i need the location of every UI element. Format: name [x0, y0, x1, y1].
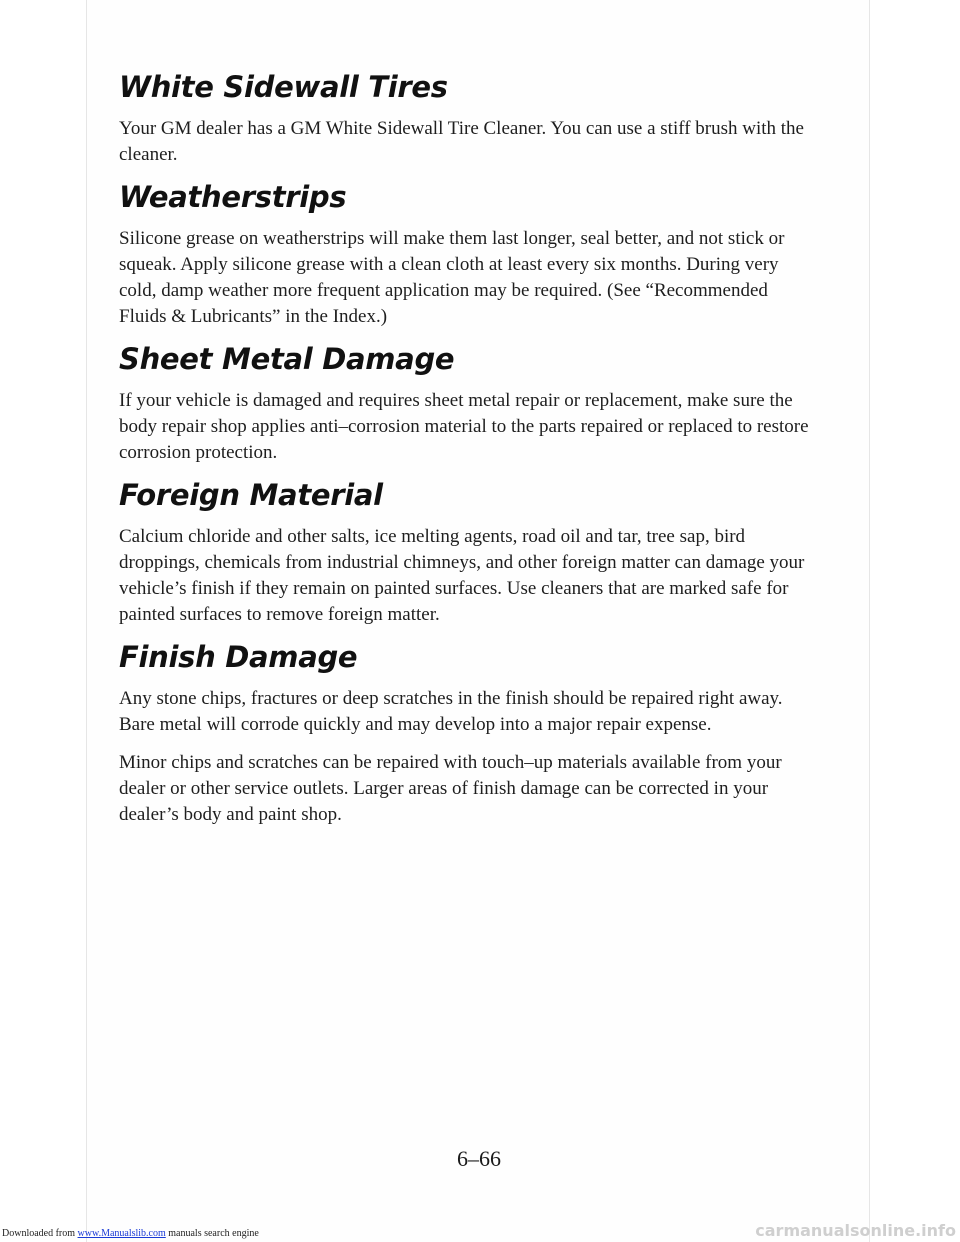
watermark: carmanualsonline.info [755, 1221, 956, 1240]
section-foreign-material [119, 478, 819, 628]
section-finish-damage [119, 640, 819, 828]
footer-suffix: manuals search engine [165, 1228, 259, 1239]
manual-page [86, 0, 870, 1242]
paragraph: Calcium chloride and other salts, ice melting agents, road oil and tar, tree sap, bird droppings, chemicals from industrial chimneys, and other foreign matter can damage your vehicle’s finish if they remain on painted surfaces. Use cleaners that are marked safe for painted surfaces to remove foreign matter. [119, 526, 805, 625]
section-weatherstrips [119, 180, 819, 330]
page-number: 6–66 [457, 1146, 501, 1171]
paragraph: Minor chips and scratches can be repaired with touch–up materials available from your dealer or other service outlets. Larger areas of finish damage can be corrected in your dealer’s body and paint shop. [119, 752, 782, 825]
heading-foreign-material: Foreign Material [119, 478, 383, 512]
download-footer [2, 1228, 259, 1239]
page-content [119, 70, 819, 840]
paragraph: Silicone grease on weatherstrips will make them last longer, seal better, and not stick or squeak. Apply silicone grease with a clean cloth at least every six months. During very cold, damp weather more frequent application may be required. (See “Recommended Fluids & Lubricants” in the Index.) [119, 228, 785, 327]
section-white-sidewall-tires [119, 70, 819, 168]
paragraph: Your GM dealer has a GM White Sidewall Tire Cleaner. You can use a stiff brush with the cleaner. [119, 118, 804, 165]
heading-finish-damage: Finish Damage [119, 640, 358, 674]
paragraph: If your vehicle is damaged and requires sheet metal repair or replacement, make sure the body repair shop applies anti–corrosion material to the parts repaired or replaced to restore corrosion protection. [119, 390, 809, 463]
footer-prefix: Downloaded from [2, 1228, 78, 1239]
heading-sheet-metal-damage: Sheet Metal Damage [119, 342, 455, 376]
heading-white-sidewall-tires: White Sidewall Tires [119, 70, 448, 104]
paragraph: Any stone chips, fractures or deep scratches in the finish should be repaired right away. Bare metal will corrode quickly and may develop into a major repair expense. [119, 688, 783, 735]
section-sheet-metal-damage [119, 342, 819, 466]
heading-weatherstrips: Weatherstrips [119, 180, 347, 214]
manualslib-link[interactable]: www.Manualslib.com [77, 1228, 166, 1239]
